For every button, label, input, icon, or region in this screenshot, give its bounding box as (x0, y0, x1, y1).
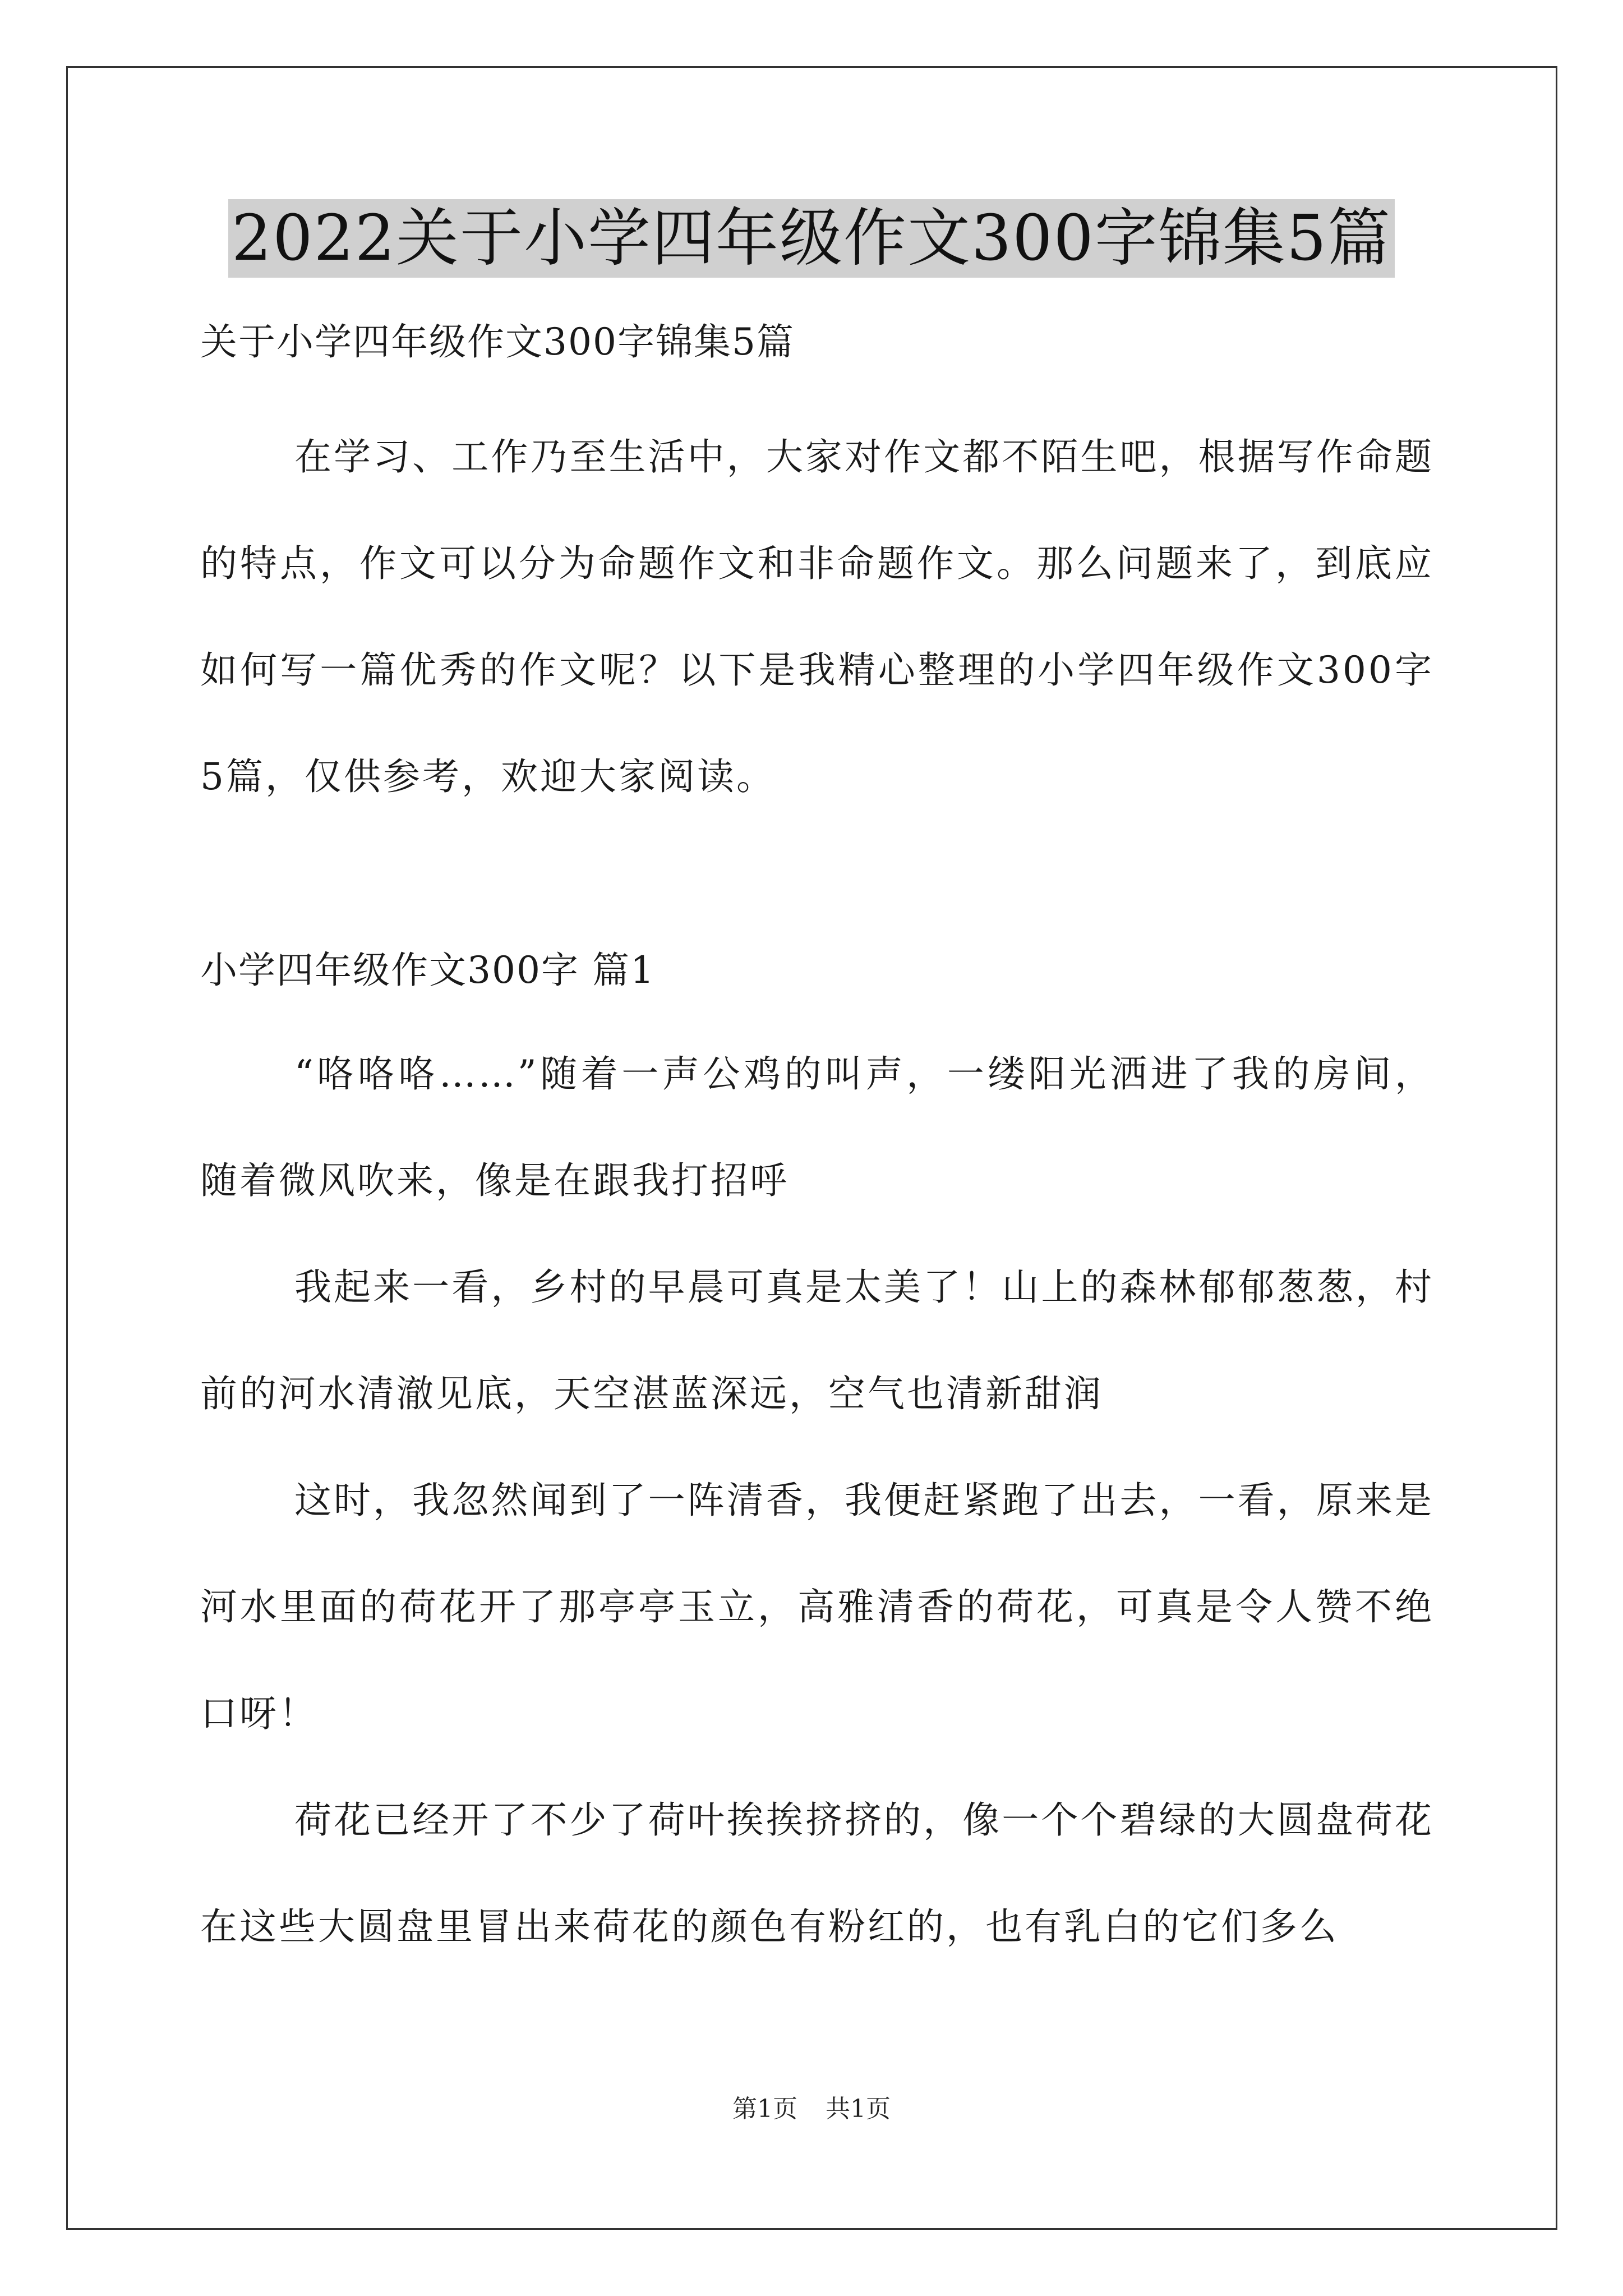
document-body (200, 314, 1434, 1980)
document-subtitle: 关于小学四年级作文300字锦集5篇 (200, 320, 795, 364)
title-container (0, 199, 1623, 278)
page-footer (0, 2092, 1623, 2126)
section-paragraph-2: 我起来一看，乡村的早晨可真是太美了！山上的森林郁郁葱葱，村前的河水清澈见底，天空湛蓝深远，空气也清新甜润 (200, 1266, 1434, 1415)
page-number-current: 第1页 (732, 2095, 797, 2123)
section-paragraph-4: 荷花已经开了不少了荷叶挨挨挤挤的，像一个个碧绿的大圆盘荷花在这些大圆盘里冒出来荷花的颜色有粉红的，也有乳白的它们多么 (200, 1798, 1434, 1948)
document-title: 2022关于小学四年级作文300字锦集5篇 (228, 199, 1395, 278)
intro-paragraph: 在学习、工作乃至生活中，大家对作文都不陌生吧，根据写作命题的特点，作文可以分为命题作文和非命题作文。那么问题来了，到底应如何写一篇优秀的作文呢？以下是我精心整理的小学四年级作文300字5篇，仅供参考，欢迎大家阅读。 (200, 435, 1434, 798)
page-number-total: 共1页 (826, 2095, 891, 2123)
section-paragraph-1: “咯咯咯……”随着一声公鸡的叫声，一缕阳光洒进了我的房间，随着微风吹来，像是在跟我打招呼 (200, 1052, 1434, 1202)
section-paragraph-3: 这时，我忽然闻到了一阵清香，我便赶紧跑了出去，一看，原来是河水里面的荷花开了那亭亭玉立，高雅清香的荷花，可真是令人赞不绝口呀！ (200, 1479, 1434, 1735)
section-heading: 小学四年级作文300字 篇1 (200, 949, 655, 992)
